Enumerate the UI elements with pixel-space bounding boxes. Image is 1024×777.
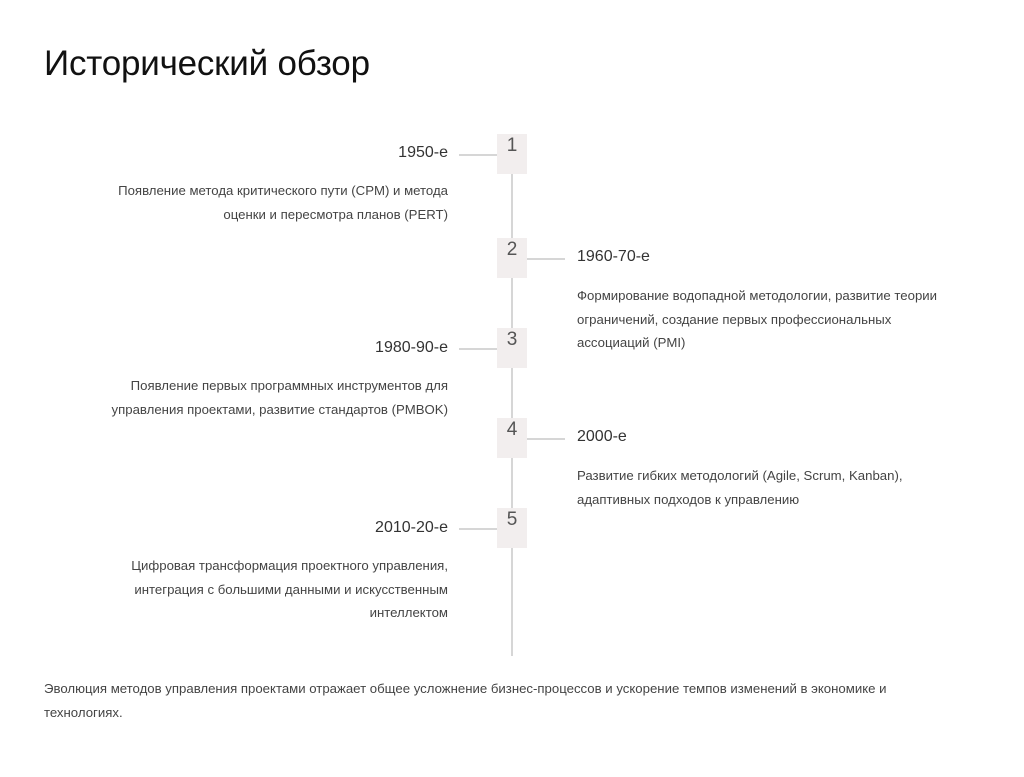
timeline-era-1: 1950-е	[398, 144, 448, 161]
timeline-description-1	[48, 179, 448, 226]
timeline-marker-4: 4	[497, 418, 527, 458]
timeline-description-4	[577, 464, 987, 511]
timeline-connector-5	[459, 528, 497, 530]
timeline-description-2-line-3: ассоциаций (PMI)	[577, 335, 686, 350]
timeline-description-5-line-3: интеллектом	[369, 605, 448, 620]
timeline-marker-2: 2	[497, 238, 527, 278]
timeline-description-5-line-1: Цифровая трансформация проектного управления,	[131, 558, 448, 573]
timeline-description-1-line-2: оценки и пересмотра планов (PERT)	[223, 206, 448, 222]
timeline-connector-1	[459, 154, 497, 156]
summary-text	[44, 677, 984, 725]
timeline-description-3-line-2: управления проектами, развитие стандартов (PMBOK)	[111, 401, 448, 417]
timeline-description-1-line-1: Появление метода критического пути (CPM) и метода	[118, 183, 448, 198]
timeline-connector-2	[527, 258, 565, 260]
summary-text-line-1: Эволюция методов управления проектами отражает общее усложнение бизнес-процессов и ускорение темпов изменений в экономике и	[44, 681, 887, 696]
timeline-description-4-line-1: Развитие гибких методологий (Agile, Scrum, Kanban),	[577, 468, 903, 483]
timeline-marker-1: 1	[497, 134, 527, 174]
timeline-description-2-line-1: Формирование водопадной методологии, развитие теории	[577, 288, 938, 303]
timeline-marker-3: 3	[497, 328, 527, 368]
timeline-description-5-line-2: интеграция с большими данными и искусственным	[134, 581, 448, 597]
timeline-connector-4	[527, 438, 565, 440]
timeline-line	[511, 136, 513, 656]
timeline-marker-5: 5	[497, 508, 527, 548]
timeline-description-2-line-2: ограничений, создание первых профессиональных	[577, 311, 892, 327]
timeline-description-5	[48, 554, 448, 625]
timeline-era-2: 1960-70-е	[577, 248, 650, 265]
timeline-era-5: 2010-20-е	[375, 519, 448, 536]
summary-text-line-2: технологиях.	[44, 705, 123, 720]
timeline-description-3-line-1: Появление первых программных инструментов для	[130, 378, 448, 393]
page-title: Исторический обзор	[44, 44, 370, 83]
timeline-description-4-line-2: адаптивных подходов к управлению	[577, 491, 800, 507]
timeline-connector-3	[459, 348, 497, 350]
timeline-description-2	[577, 284, 987, 355]
timeline-era-3: 1980-90-е	[375, 339, 448, 356]
timeline-era-4: 2000-е	[577, 428, 627, 445]
timeline-description-3	[48, 374, 448, 421]
